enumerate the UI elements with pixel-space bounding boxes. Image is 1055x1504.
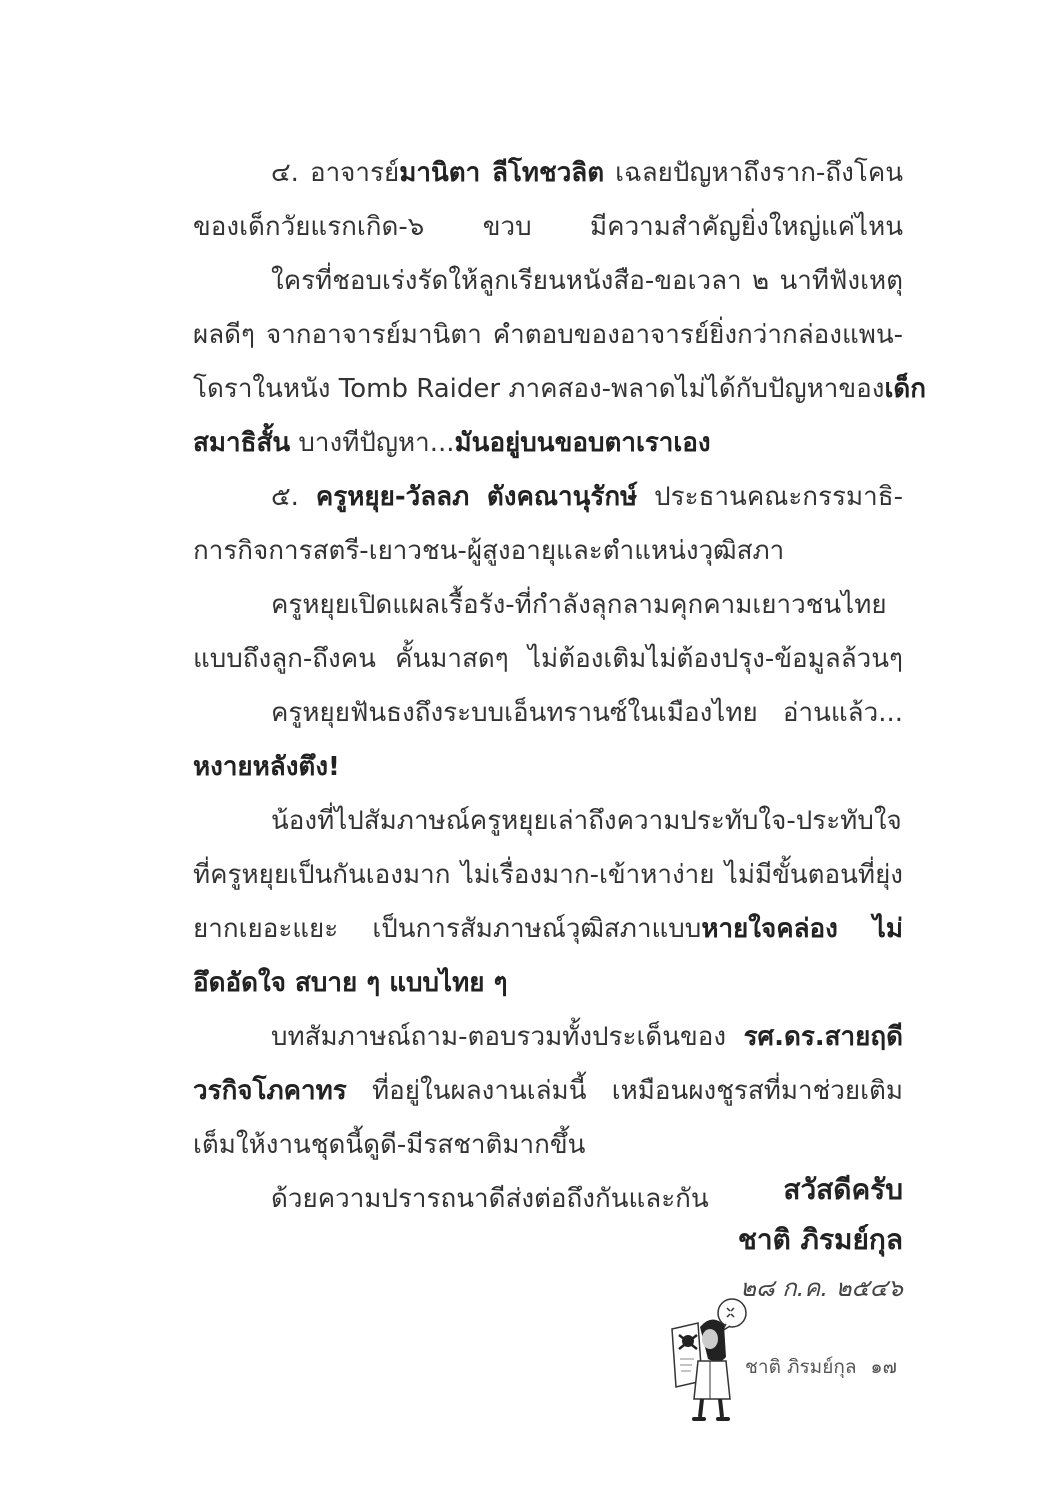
bold-span: หงายหลังตึง! xyxy=(193,752,340,782)
bold-span: สมาธิสั้น xyxy=(193,428,291,458)
text-span: บทสัมภาษณ์ถาม-ตอบรวมทั้งประเด็นของ xyxy=(271,1022,744,1052)
bold-span: เด็ก xyxy=(884,374,926,404)
name-bold: รศ.ดร.สายฤดี xyxy=(743,1022,903,1052)
body-line xyxy=(193,470,903,524)
body-line: เต็มให้งานชุดนี้ดูดี-มีรสชาติมากขึ้น xyxy=(193,1130,586,1160)
body-line xyxy=(193,146,903,200)
body-line: ด้วยความปรารถนาดีส่งต่อถึงกันและกัน xyxy=(271,1184,709,1214)
list-number: ๔. อาจารย์ xyxy=(271,158,400,188)
bold-span: อึดอัดใจ สบาย ๆ แบบไทย ๆ xyxy=(193,968,508,998)
body-line: แบบถึงลูก-ถึงคน คั้นมาสดๆ ไม่ต้องเติมไม่ต้องปรุง-ข้อมูลล้วนๆ xyxy=(193,644,903,674)
closing-greeting: สวัสดีครับ xyxy=(783,1173,903,1206)
text-span: บางทีปัญหา... xyxy=(290,428,455,458)
body-line: ครูหยุยฟันธงถึงระบบเอ็นทรานซ์ในเมืองไทย อ่านแล้ว... xyxy=(271,698,903,728)
body-line xyxy=(193,1064,903,1118)
body-line: ของเด็กวัยแรกเกิด-๖ ขวบ มีความสำคัญยิ่งใหญ่แค่ไหน xyxy=(193,212,903,242)
footer-author: ชาติ ภิรมย์กุล xyxy=(745,1356,857,1378)
body-line: น้องที่ไปสัมภาษณ์ครูหยุยเล่าถึงความประทับใจ-ประทับใจ xyxy=(271,806,902,836)
page-number: ๑๗ xyxy=(870,1356,897,1378)
body-line: ใครที่ชอบเร่งรัดให้ลูกเรียนหนังสือ-ขอเวลา ๒ นาทีฟังเหตุ xyxy=(271,266,903,296)
body-line xyxy=(193,902,903,956)
body-text xyxy=(193,146,926,1226)
body-line: ผลดีๆ จากอาจารย์มานิตา คำตอบของอาจารย์ยิ่งกว่ากล่องแพน- xyxy=(193,320,903,350)
name-bold: มานิตา ลีโทชวลิต xyxy=(399,158,605,188)
name-bold: ครูหยุย-วัลลภ ตังคณานุรักษ์ xyxy=(315,482,638,512)
text-span: เฉลยปัญหาถึงราก-ถึงโคน xyxy=(604,158,903,188)
text-span: ที่อยู่ในผลงานเล่มนี้ เหมือนผงชูรสที่มาช่วยเติม xyxy=(346,1076,903,1106)
author-signature: ชาติ ภิรมย์กุล xyxy=(737,1223,903,1256)
body-line: การกิจการสตรี-เยาวชน-ผู้สูงอายุและตำแหน่งวุฒิสภา xyxy=(193,536,785,566)
cartoon-mascot-icon xyxy=(664,1295,754,1425)
body-line xyxy=(193,740,903,794)
list-number: ๕. xyxy=(271,482,316,512)
text-span: ยากเยอะแยะ เป็นการสัมภาษณ์วุฒิสภาแบบ xyxy=(193,914,702,944)
text-span: ประธานคณะกรรมาธิ- xyxy=(637,482,903,512)
body-line xyxy=(193,1010,903,1064)
page-footer xyxy=(745,1352,905,1382)
bold-span: หายใจคล่อง ไม่ xyxy=(701,914,903,944)
body-line: ที่ครูหยุยเป็นกันเองมาก ไม่เรื่องมาก-เข้าหาง่าย ไม่มีขั้นตอนที่ยุ่ง xyxy=(193,860,903,890)
body-line xyxy=(193,956,903,1010)
body-line: ครูหยุยเปิดแผลเรื้อรัง-ที่กำลังลุกลามคุกคามเยาวชนไทย xyxy=(271,590,887,620)
bold-span: มันอยู่บนขอบตาเราเอง xyxy=(454,428,711,458)
body-line xyxy=(193,362,926,416)
name-bold: วรกิจโภคาทร xyxy=(193,1076,347,1106)
date: ๒๘ ก.ค. ๒๕๔๖ xyxy=(740,1274,903,1302)
text-span: โดราในหนัง Tomb Raider ภาคสอง-พลาดไม่ได้กับปัญหาของ xyxy=(193,374,885,404)
body-line xyxy=(193,416,903,470)
